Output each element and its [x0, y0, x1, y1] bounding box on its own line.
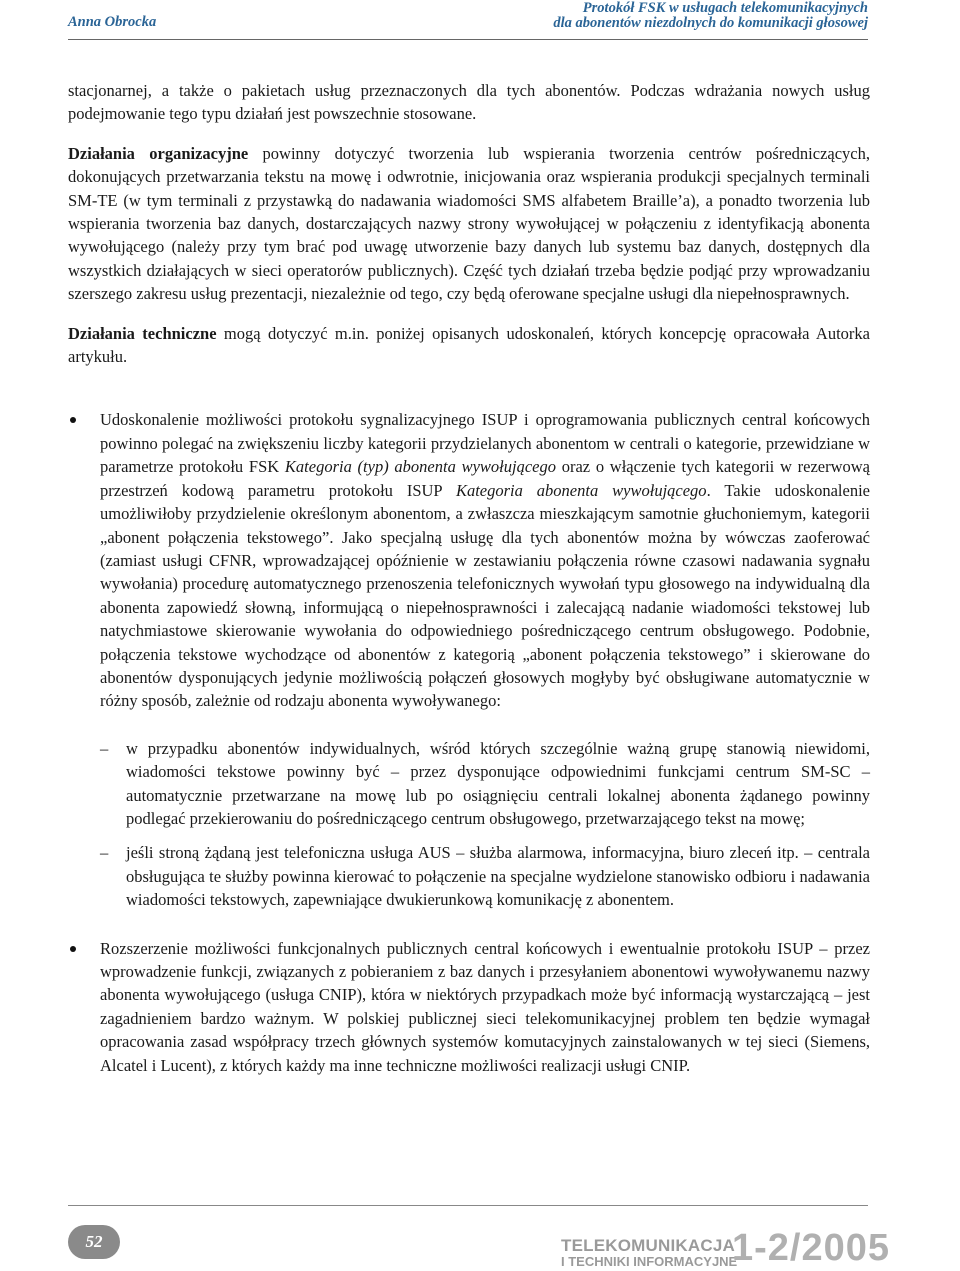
dash-item-1-text: w przypadku abonentów indywidualnych, wśród których szczególnie ważną grupę stanowią niewidomi, wiadomości tekstowe powinny być – przez dysponujące odpowiednimi funkcjami centrum SM-SC – automatycznie przetwarzane na mowę lub po osiągnięciu centrali lokalnej abonenta żądanego powinny podlegać przekierowaniu do pośredniczącego centrum obsługowego, przetwarzającego tekst na mowę; — [126, 738, 870, 828]
paragraph-1: stacjonarnej, a także o pakietach usług przeznaczonych dla tych abonentów. Podczas wdrażania nowych usług podejmowanie tego typu działań jest powszechnie stosowane. — [68, 81, 870, 124]
dash-item-1 — [100, 737, 870, 831]
journal-logo — [561, 1238, 737, 1270]
bullet-1-text-c: . Takie udoskonalenie umożliwiłoby przydzielenie określonym abonentom, a zwłaszcza mieszkającym samotnie głuchoniemym, kategorii „abonent połączenia tekstowego”. Jako specjalną usługę dla tych abonentów można by wówczas zaoferować (zamiast usługi CFNR, wprowadzającej opóźnienie w zestawianiu połączenia równe czasowi nadawania sygnału wywołania) procedurę automatycznego przenoszenia telefonicznych wywołań typu głosowego na indywidualną dla abonenta zapowiedź słowną, informującą o niepełnosprawności i zalecającą nadanie wiadomości tekstowej lub natychmiastowe skierowanie wywołania do odpowiedniego pośredniczącego centrum obsługowego. Podobnie, połączenia tekstowe wychodzące od abonentów z kategorią „abonent połączenia tekstowego” i skierowane do abonentów dysponujących jedynie możliwością połączeń głosowych mogłyby być obsługiwane automatycznie w różny sposób, zależnie od rodzaju abonenta wywoływanego: — [100, 480, 870, 711]
header-title-line2: dla abonentów niezdolnych do komunikacji głosowej — [553, 15, 868, 31]
dash-item-2 — [100, 841, 870, 911]
paragraph-2-text: powinny dotyczyć tworzenia lub wspierania tworzenia centrów pośredniczących, dokonujących przetwarzania tekstu na mowę i odwrotnie, inicjowania oraz wspierania produkcji specjalnych terminali SM-TE (w tym terminali z przystawką do nadawania wiadomości SMS alfabetem Braille’a), a ponadto tworzenia lub wspierania tworzenia baz danych, dostarczających nazwy strony wywołującej w połączeniu z identyfikacją abonenta wywołującego (należy przy tym brać pod uwagę utworzenie bazy danych lub systemu baz danych, dostępnych dla wszystkich działających w sieci operatorów publicznych). Część tych działań trzeba będzie podjąć przy wprowadzaniu szerszego zakresu usług prezentacji, niezależnie od tego, czy będą oferowane specjalne usługi dla niepełnosprawnych. — [68, 143, 870, 304]
paragraph-3 — [68, 322, 870, 369]
header-title-line1: Protokół FSK w usługach telekomunikacyjnych — [582, 0, 868, 16]
bullet-1-text-a: Udoskonalenie możliwości protokołu sygnalizacyjnego ISUP i oprogramowania publicznych central końcowych powinno polegać na zwiększeniu liczby kategorii przydzielanych abonentom w centrali o kategorie, przewidziane w parametrze protokołu FSK — [100, 410, 870, 477]
article-body — [68, 79, 870, 1077]
page-header — [68, 0, 868, 40]
header-title — [553, 1, 868, 31]
bullet-list — [68, 408, 870, 1077]
header-author: Anna Obrocka — [68, 14, 157, 30]
header-rule — [68, 39, 868, 40]
bullet-1-italic-a: Kategoria (typ) abonenta wywołującego — [284, 457, 556, 477]
bullet-1-italic-b: Kategoria abonenta wywołującego — [455, 480, 707, 500]
footer-rule — [68, 1205, 868, 1206]
dash-list — [100, 737, 870, 912]
bullet-item-2 — [68, 937, 870, 1077]
dash-item-2-text: jeśli stroną żądaną jest telefoniczna usługa AUS – służba alarmowa, informacyjna, biuro zleceń itp. – centrala obsługująca te służby powinna kierować to połączenie na specjalne wydzielone stanowisko odbioru i nadawania wiadomości tekstowych, zapewniające dwukierunkową komunikację z abonentem. — [126, 843, 870, 910]
page-number-badge: 52 — [68, 1225, 120, 1259]
paragraph-2 — [68, 142, 870, 306]
bullet-dot-icon — [70, 946, 76, 952]
bullet-dot-icon — [70, 417, 76, 423]
bullet-2-text: Rozszerzenie możliwości funkcjonalnych publicznych central końcowych i ewentualnie protokołu ISUP – przez wprowadzenie funkcji, związanych z pobieraniem z baz danych i przesyłaniem abonentowi wywoływanemu nazwy abonenta wywołującego (usługa CNIP), która w niektórych przypadkach może być informacją wystarczającą – jest zagadnieniem bardzo ważnym. W polskiej publicznej sieci telekomunikacyjnej problem ten będzie wymagał opracowania zasad współpracy trzech głównych systemów komutacyjnych zainstalowanych w tej sieci (Siemens, Alcatel i Lucent), z których każdy ma inne techniczne możliwości realizacji usługi CNIP. — [100, 938, 870, 1075]
journal-name-line2: I TECHNIKI INFORMACYJNE — [561, 1254, 738, 1269]
issue-number: 1-2/2005 — [732, 1227, 891, 1269]
journal-name-line1: TELEKOMUNIKACJA — [561, 1236, 735, 1255]
dash-marker: – — [100, 738, 109, 758]
page-footer — [0, 1205, 960, 1271]
paragraph-3-text: mogą dotyczyć m.in. poniżej opisanych udoskonaleń, których koncepcję opracowała Autorka artykułu. — [68, 323, 870, 367]
dash-marker: – — [100, 843, 109, 863]
bullet-item-1 — [68, 408, 870, 911]
paragraph-3-lead: Działania techniczne — [68, 323, 217, 343]
bullet-1-text-b: oraz o włączenie tych kategorii w rezerwową przestrzeń kodową parametru protokołu ISUP — [100, 457, 870, 500]
paragraph-2-lead: Działania organizacyjne — [68, 143, 249, 163]
